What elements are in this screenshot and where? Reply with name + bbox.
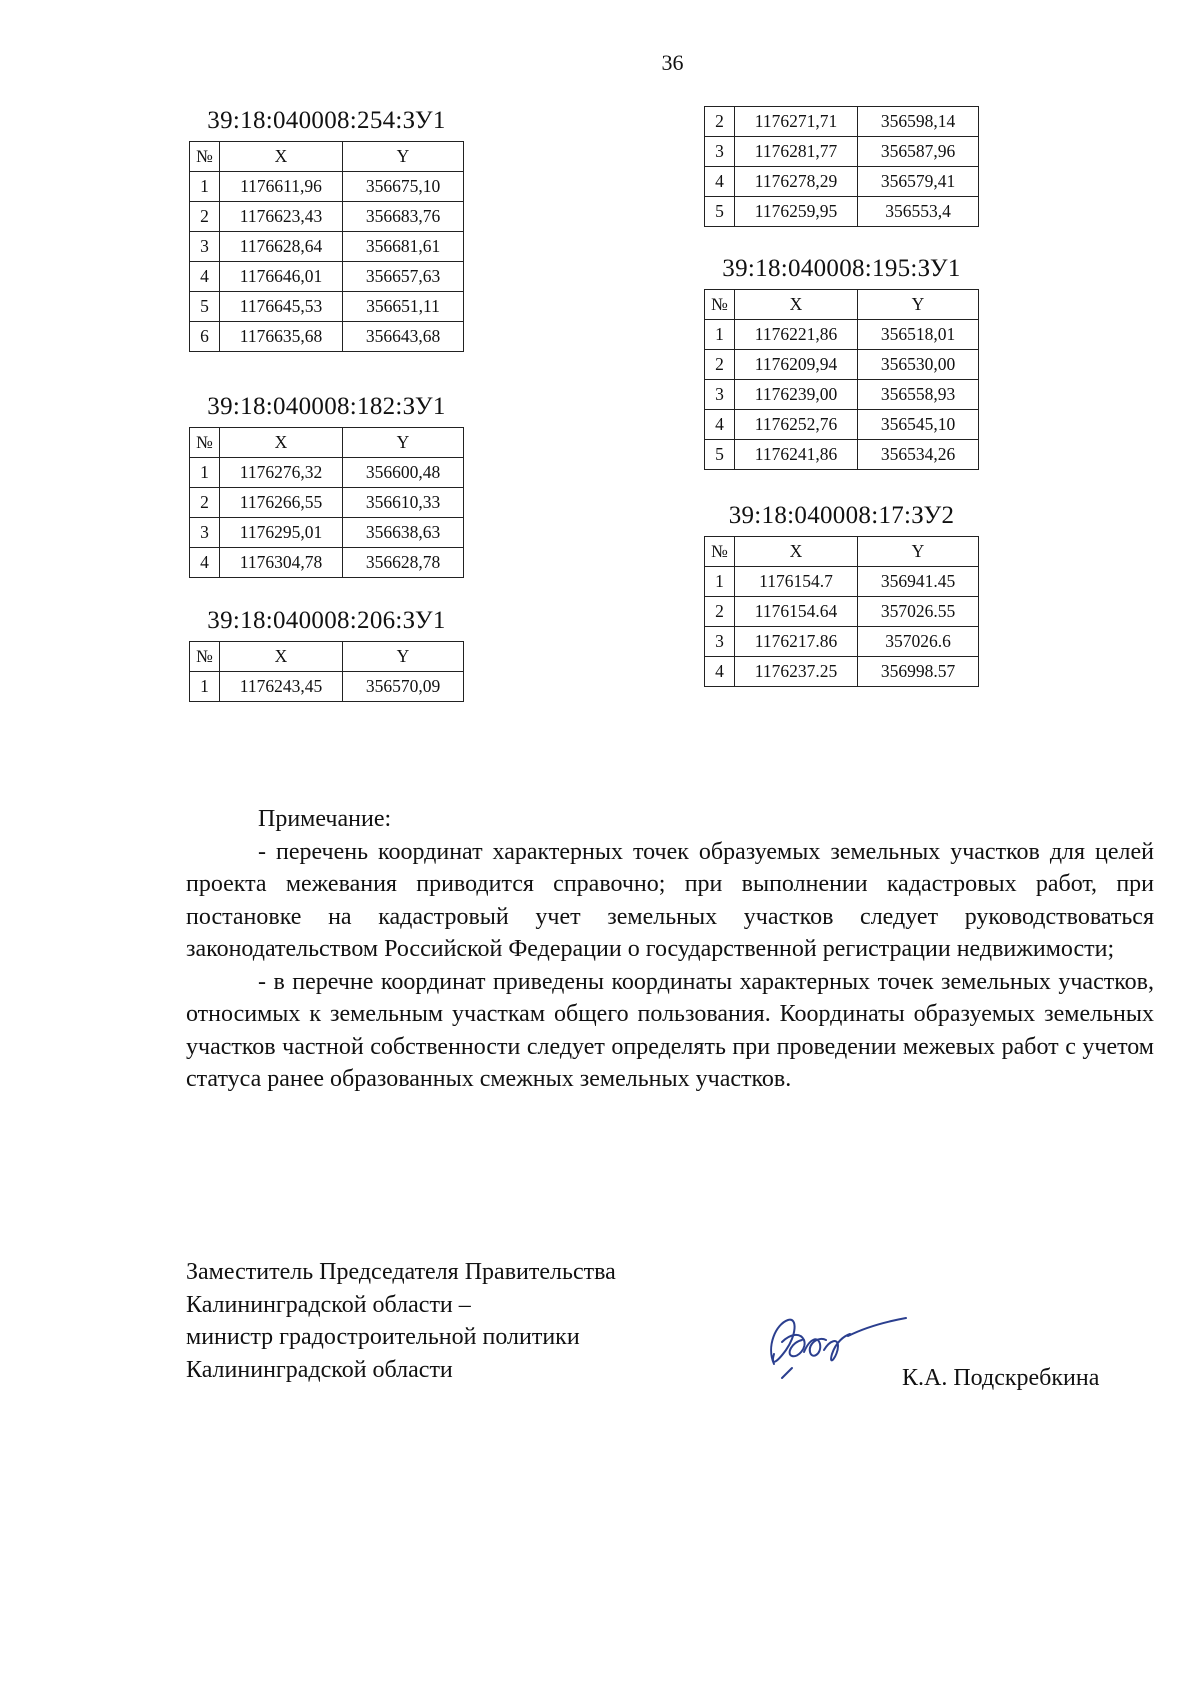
cell-num: 1 xyxy=(190,458,220,488)
table-header-row xyxy=(190,142,464,172)
cell-num: 3 xyxy=(705,137,735,167)
cell-y: 356600,48 xyxy=(343,458,464,488)
cell-y: 356628,78 xyxy=(343,548,464,578)
cell-y: 356681,61 xyxy=(343,232,464,262)
position-line: Заместитель Председателя Правительства xyxy=(186,1259,616,1285)
cell-x: 1176295,01 xyxy=(220,518,343,548)
cell-num: 5 xyxy=(705,440,735,470)
cell-num: 2 xyxy=(705,107,735,137)
table-row xyxy=(190,548,464,578)
table-row xyxy=(705,350,979,380)
table-title: 39:18:040008:195:ЗУ1 xyxy=(722,255,961,282)
cell-num: 2 xyxy=(190,202,220,232)
cell-x: 1176611,96 xyxy=(220,172,343,202)
cell-y: 356998.57 xyxy=(858,657,979,687)
cell-x: 1176278,29 xyxy=(735,167,858,197)
cell-y: 356518,01 xyxy=(858,320,979,350)
cell-x: 1176154.7 xyxy=(735,567,858,597)
position-line: министр градостроительной политики xyxy=(186,1324,580,1350)
cell-x: 1176243,45 xyxy=(220,672,343,702)
cell-num: 2 xyxy=(705,350,735,380)
note-paragraph: - в перечне координат приведены координаты характерных точек земельных участков, относимых к земельным участкам общего пользования. Координаты образуемых земельных участков частной собственности следует определять при проведении межевых работ с учетом статуса ранее образованных смежных земельных участков. xyxy=(186,968,1154,1092)
table-row xyxy=(190,232,464,262)
coords-table xyxy=(704,106,979,227)
cell-x: 1176239,00 xyxy=(735,380,858,410)
cell-y: 356610,33 xyxy=(343,488,464,518)
cell-num: 1 xyxy=(190,672,220,702)
cell-num: 1 xyxy=(705,320,735,350)
cell-num: 3 xyxy=(190,518,220,548)
signatory-position xyxy=(186,1256,616,1386)
cell-x: 1176645,53 xyxy=(220,292,343,322)
table-title: 39:18:040008:182:ЗУ1 xyxy=(207,393,446,420)
cell-y: 356587,96 xyxy=(858,137,979,167)
table-header-row xyxy=(190,642,464,672)
cell-x: 1176209,94 xyxy=(735,350,858,380)
cell-y: 356545,10 xyxy=(858,410,979,440)
table-row xyxy=(190,458,464,488)
table-row xyxy=(705,597,979,627)
cell-y: 356558,93 xyxy=(858,380,979,410)
cell-num: 4 xyxy=(190,548,220,578)
coords-block-195 xyxy=(704,255,979,470)
coords-block-17 xyxy=(704,502,979,687)
cell-y: 356534,26 xyxy=(858,440,979,470)
table-row xyxy=(705,137,979,167)
cell-x: 1176266,55 xyxy=(220,488,343,518)
col-header-y: Y xyxy=(343,428,464,458)
cell-y: 356570,09 xyxy=(343,672,464,702)
cell-y: 356643,68 xyxy=(343,322,464,352)
col-header-num: № xyxy=(190,642,220,672)
cell-num: 5 xyxy=(190,292,220,322)
cell-y: 357026.6 xyxy=(858,627,979,657)
cell-num: 3 xyxy=(705,627,735,657)
cell-num: 4 xyxy=(705,167,735,197)
col-header-x: X xyxy=(735,290,858,320)
page-number: 36 xyxy=(661,50,684,75)
cell-x: 1176281,77 xyxy=(735,137,858,167)
table-row xyxy=(705,107,979,137)
table-row xyxy=(705,627,979,657)
cell-x: 1176628,64 xyxy=(220,232,343,262)
cell-x: 1176237.25 xyxy=(735,657,858,687)
coords-table xyxy=(189,427,464,578)
note-section xyxy=(186,803,1154,1096)
cell-x: 1176217.86 xyxy=(735,627,858,657)
table-header-row xyxy=(705,537,979,567)
cell-x: 1176646,01 xyxy=(220,262,343,292)
table-header-row xyxy=(190,428,464,458)
cell-y: 356579,41 xyxy=(858,167,979,197)
table-row xyxy=(190,672,464,702)
col-header-num: № xyxy=(705,537,735,567)
table-row xyxy=(190,202,464,232)
table-title: 39:18:040008:254:ЗУ1 xyxy=(207,107,446,134)
cell-x: 1176252,76 xyxy=(735,410,858,440)
cell-x: 1176276,32 xyxy=(220,458,343,488)
table-row xyxy=(705,410,979,440)
col-header-num: № xyxy=(190,428,220,458)
table-row xyxy=(190,172,464,202)
table-row xyxy=(190,322,464,352)
col-header-x: X xyxy=(735,537,858,567)
cell-num: 5 xyxy=(705,197,735,227)
table-row xyxy=(705,440,979,470)
cell-y: 356683,76 xyxy=(343,202,464,232)
cell-num: 1 xyxy=(190,172,220,202)
coords-table xyxy=(189,641,464,702)
cell-num: 4 xyxy=(190,262,220,292)
col-header-x: X xyxy=(220,142,343,172)
table-title: 39:18:040008:206:ЗУ1 xyxy=(207,607,446,634)
cell-num: 3 xyxy=(190,232,220,262)
table-row xyxy=(190,518,464,548)
cell-y: 356941.45 xyxy=(858,567,979,597)
cell-num: 4 xyxy=(705,657,735,687)
handwritten-signature xyxy=(752,1306,912,1391)
cell-num: 1 xyxy=(705,567,735,597)
col-header-x: X xyxy=(220,428,343,458)
position-line: Калининградской области – xyxy=(186,1291,471,1318)
col-header-x: X xyxy=(220,642,343,672)
coords-table xyxy=(704,536,979,687)
cell-x: 1176221,86 xyxy=(735,320,858,350)
cell-x: 1176154.64 xyxy=(735,597,858,627)
coords-block-continuation xyxy=(704,106,979,227)
cell-y: 356638,63 xyxy=(343,518,464,548)
table-row xyxy=(705,197,979,227)
signature-scribble-icon xyxy=(752,1306,912,1386)
col-header-y: Y xyxy=(858,290,979,320)
table-row xyxy=(190,262,464,292)
cell-y: 356598,14 xyxy=(858,107,979,137)
cell-num: 6 xyxy=(190,322,220,352)
cell-x: 1176623,43 xyxy=(220,202,343,232)
table-row xyxy=(705,167,979,197)
cell-num: 2 xyxy=(705,597,735,627)
note-paragraph: - перечень координат характерных точек образуемых земельных участков для целей проекта межевания приводится справочно; при выполнении кадастровых работ, при постановке на кадастровый учет земельных участков следует руководствоваться законодательством Российской Федерации о государственной регистрации недвижимости; xyxy=(186,838,1154,962)
table-header-row xyxy=(705,290,979,320)
table-title: 39:18:040008:17:ЗУ2 xyxy=(728,502,955,529)
coords-block-182 xyxy=(189,393,464,578)
col-header-y: Y xyxy=(858,537,979,567)
col-header-num: № xyxy=(705,290,735,320)
note-heading: Примечание: xyxy=(258,806,392,832)
cell-x: 1176635,68 xyxy=(220,322,343,352)
cell-num: 2 xyxy=(190,488,220,518)
position-line: Калининградской области xyxy=(186,1356,453,1383)
cell-y: 356530,00 xyxy=(858,350,979,380)
table-row xyxy=(705,320,979,350)
cell-num: 3 xyxy=(705,380,735,410)
cell-x: 1176259,95 xyxy=(735,197,858,227)
cell-x: 1176241,86 xyxy=(735,440,858,470)
table-row xyxy=(190,488,464,518)
table-row xyxy=(705,567,979,597)
table-row xyxy=(190,292,464,322)
cell-y: 356675,10 xyxy=(343,172,464,202)
cell-y: 356553,4 xyxy=(858,197,979,227)
cell-num: 4 xyxy=(705,410,735,440)
col-header-y: Y xyxy=(343,642,464,672)
table-row xyxy=(705,657,979,687)
col-header-num: № xyxy=(190,142,220,172)
coords-table xyxy=(189,141,464,352)
cell-y: 356651,11 xyxy=(343,292,464,322)
coords-block-206 xyxy=(189,607,464,702)
coords-block-254 xyxy=(189,107,464,352)
table-row xyxy=(705,380,979,410)
cell-x: 1176271,71 xyxy=(735,107,858,137)
signer-name: К.А. Подскребкина xyxy=(902,1365,1100,1391)
cell-y: 356657,63 xyxy=(343,262,464,292)
col-header-y: Y xyxy=(343,142,464,172)
coords-table xyxy=(704,289,979,470)
cell-x: 1176304,78 xyxy=(220,548,343,578)
cell-y: 357026.55 xyxy=(858,597,979,627)
